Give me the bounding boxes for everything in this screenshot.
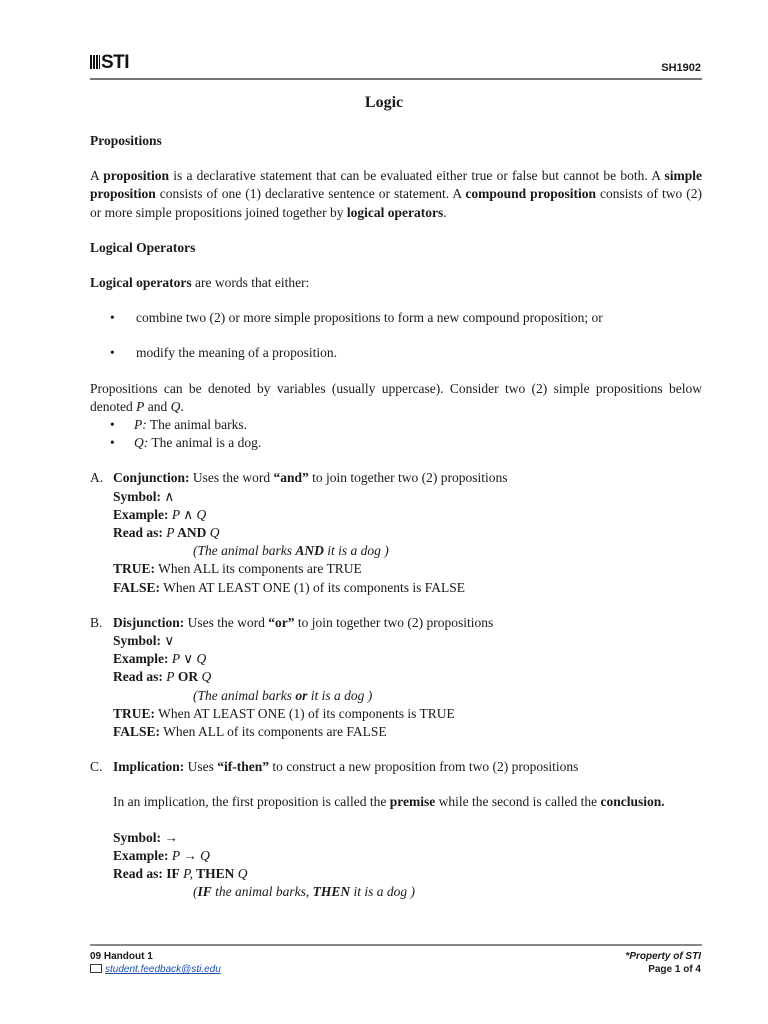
denote-paragraph: Propositions can be denoted by variables (usually uppercase). Consider two (2) simple propositions below denoted P and Q.	[90, 380, 702, 414]
logical-operators-heading: Logical Operators	[90, 239, 196, 255]
operator-bullet-1: • combine two (2) or more simple propositions to form a new compound proposition; or	[90, 309, 702, 327]
sti-logo	[90, 52, 129, 74]
header-divider	[90, 78, 702, 80]
section-implication: C. Implication: Uses “if-then” to construct a new proposition from two (2) propositions In an implication, the first proposition is called the premise while the second is called the conclusion. Symbol: → Example: P → Q Read as: IF P, THEN Q (IF the animal barks, THEN it is a dog )	[90, 759, 665, 900]
logo-text: STI	[101, 52, 130, 73]
logical-operators-intro: Logical operators are words that either:	[90, 275, 310, 291]
footer-email	[90, 964, 221, 975]
envelope-icon	[90, 964, 102, 973]
variable-p: • P: The animal barks.	[90, 416, 702, 434]
section-conjunction: A. Conjunction: Uses the word “and” to join together two (2) propositions Symbol: ∧ Example: P ∧ Q Read as: P AND Q (The animal barks AND it is a dog ) TRUE: When ALL its components are TRUE FALSE: When AT LEAST ONE (1) of its components is FALSE	[90, 470, 508, 595]
propositions-paragraph: A proposition is a declarative statement that can be evaluated either true or false but cannot be both. A simple proposition consists of one (1) declarative sentence or statement. A compound proposition consists of two (2) or more simple propositions joined together by logical operators.	[90, 168, 702, 220]
variable-q: • Q: The animal is a dog.	[90, 434, 702, 452]
document-body	[90, 132, 702, 902]
footer-page-number: Page 1 of 4	[648, 964, 701, 975]
footer-divider	[90, 944, 702, 946]
feedback-email-link[interactable]: student.feedback@sti.edu	[105, 964, 221, 975]
operator-bullet-2: • modify the meaning of a proposition.	[90, 344, 702, 362]
propositions-heading: Propositions	[90, 133, 162, 148]
logo-mark-icon	[90, 55, 100, 69]
footer-property: *Property of STI	[625, 951, 701, 962]
footer-handout: 09 Handout 1	[90, 951, 153, 962]
section-disjunction: B. Disjunction: Uses the word “or” to join together two (2) propositions Symbol: ∨ Example: P ∨ Q Read as: P OR Q (The animal barks or it is a dog ) TRUE: When AT LEAST ONE (1) of its components is TRUE FALSE: When ALL of its components are FALSE	[90, 614, 494, 740]
page-title: Logic	[364, 94, 404, 111]
document-code: SH1902	[661, 62, 701, 74]
